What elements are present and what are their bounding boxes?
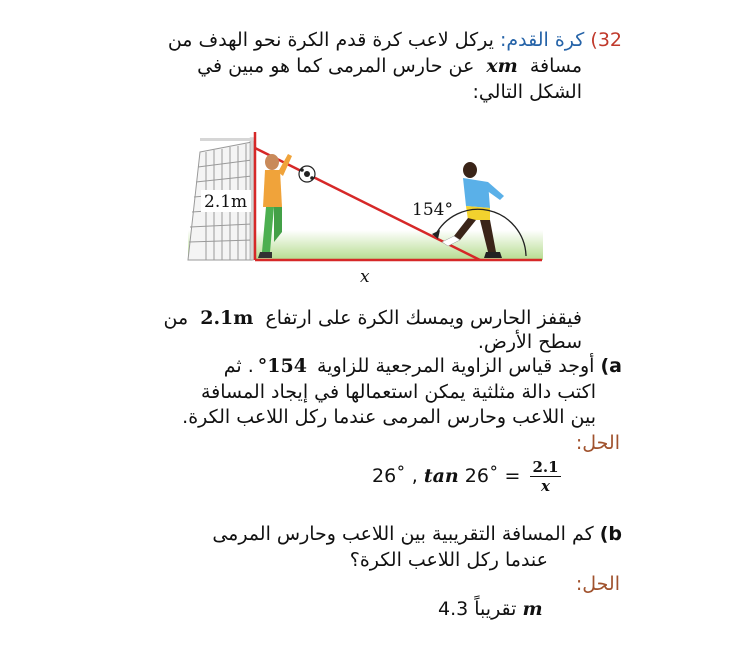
problem-line-2 xyxy=(197,54,582,78)
part-a-line-3 xyxy=(182,405,596,429)
part-a-answer xyxy=(372,456,561,496)
answer-angle-eq: 26˚ = xyxy=(464,465,521,487)
answer-fraction xyxy=(530,458,560,495)
part-a-line-2 xyxy=(201,380,596,404)
height-label: 2.1m xyxy=(204,192,248,212)
problem-topic: كرة القدم: xyxy=(500,29,585,51)
goal-crossbar xyxy=(200,138,254,141)
answer-value: 4.3 xyxy=(438,598,469,620)
part-a-text-1a: أوجد قياس الزاوية المرجعية للزاوية xyxy=(316,355,595,377)
problem-text-3: الشكل التالي: xyxy=(472,81,582,103)
ball-icon xyxy=(299,166,315,182)
fraction-denominator: x xyxy=(541,477,550,495)
statement-height-value: 2.1m xyxy=(200,307,254,329)
part-b-text-1: كم المسافة التقريبية بين اللاعب وحارس المرمى xyxy=(212,523,594,545)
statement-text-1a: فيقفز الحارس ويمسك الكرة على ارتفاع xyxy=(265,307,582,329)
answer-function: tan xyxy=(423,465,459,487)
problem-line-3 xyxy=(472,80,582,104)
soccer-figure xyxy=(170,112,550,287)
answer-unit: m xyxy=(522,598,543,620)
statement-text-1b: من xyxy=(163,307,189,329)
angle-label: 154° xyxy=(412,200,453,220)
statement-text-2: سطح الأرض. xyxy=(477,331,582,353)
problem-variable: xm xyxy=(486,55,518,77)
part-a-text-3: بين اللاعب وحارس المرمى عندما ركل اللاعب الكرة. xyxy=(182,406,596,428)
statement-line-2 xyxy=(478,330,582,354)
problem-text-1: يركل لاعب كرة قدم الكرة نحو الهدف من xyxy=(167,29,500,51)
part-a-angle: 154° xyxy=(257,355,307,377)
part-a-line-1 xyxy=(224,354,622,378)
answer-approx-word: تقريباً xyxy=(474,598,517,620)
fraction-numerator: 2.1 xyxy=(532,458,559,476)
part-a-label: a) xyxy=(600,355,622,377)
problem-text-2a: مسافة xyxy=(529,55,582,77)
part-a-text-2: اكتب دالة مثلثية يمكن استعمالها في إيجاد المسافة xyxy=(200,381,596,403)
part-b-text-2: عندما ركل اللاعب الكرة؟ xyxy=(349,549,548,571)
problem-text-2b: عن حارس المرمى كما هو مبين في xyxy=(197,55,475,77)
x-label: x xyxy=(360,267,370,287)
answer-angle: 26˚ , xyxy=(372,465,418,487)
part-b-line-1 xyxy=(212,522,622,546)
problem-line-1 xyxy=(168,28,622,52)
problem-number: 32) xyxy=(590,29,622,51)
part-a-text-1b: . ثم xyxy=(223,355,254,377)
part-b-line-2 xyxy=(350,548,548,572)
part-b-solution-label: الحل: xyxy=(575,573,620,595)
statement-line-1 xyxy=(164,306,582,330)
part-b-label: b) xyxy=(599,523,622,545)
part-a-solution-label: الحل: xyxy=(575,432,620,454)
part-b-answer xyxy=(438,597,543,621)
